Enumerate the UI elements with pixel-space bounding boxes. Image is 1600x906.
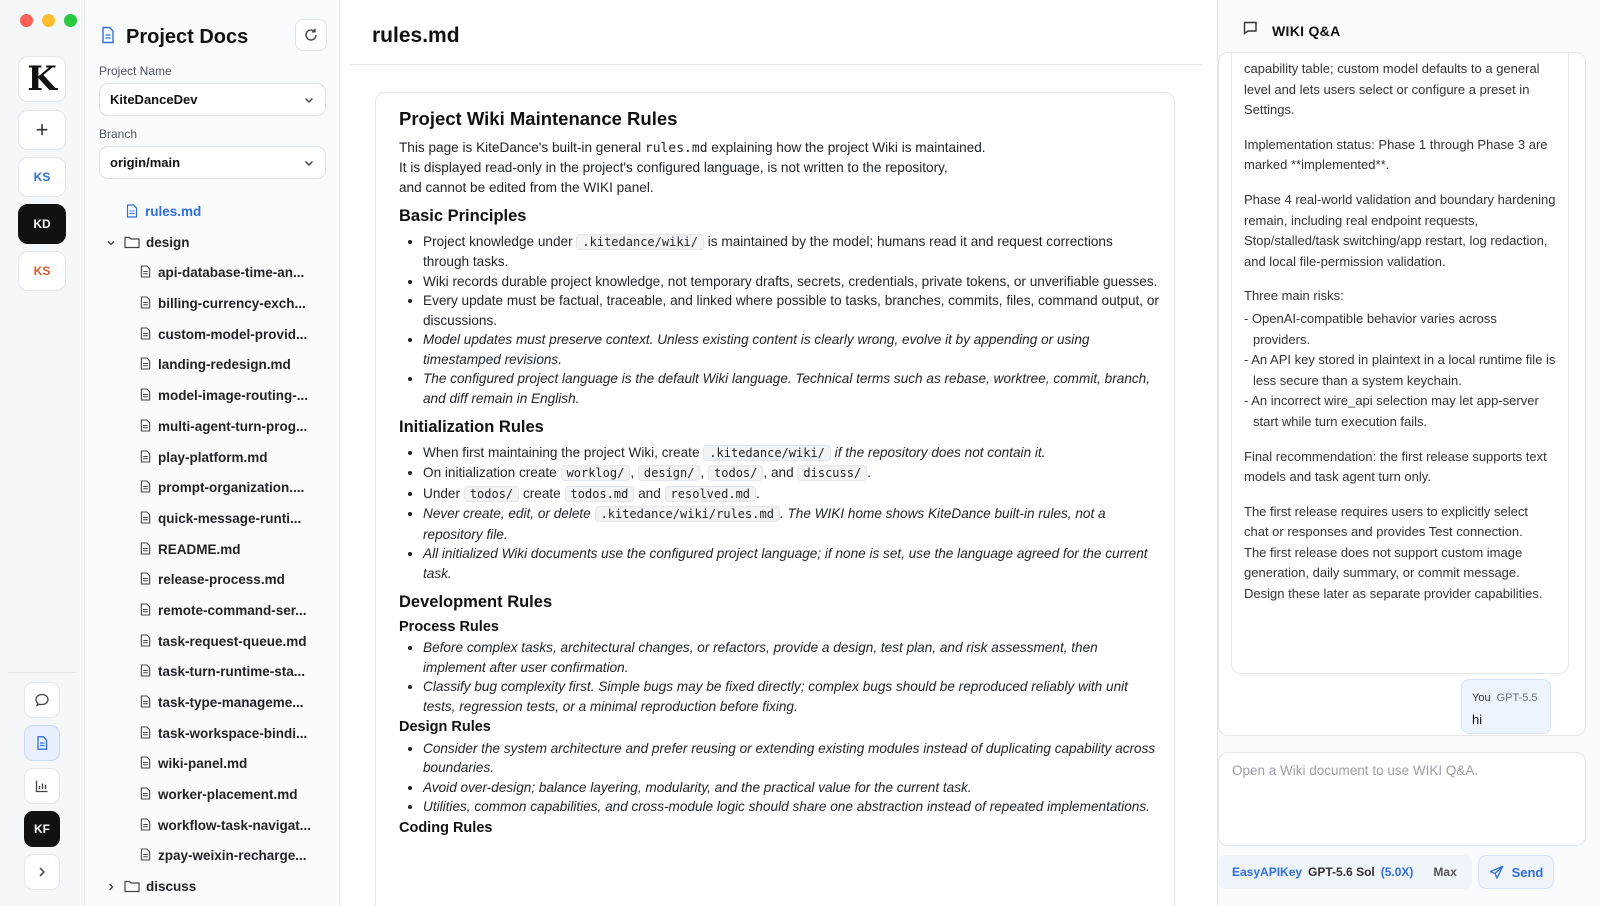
init-rules-list [423,443,1159,584]
tree-file-label: worker-placement.md [158,787,298,803]
file-icon [140,480,151,496]
tree-file[interactable] [86,595,340,626]
message-model: GPT-5.5 [1496,692,1538,704]
project-name-label: Project Name [99,64,172,78]
file-icon [140,756,151,772]
list-item: • Never create, edit, or delete .kitedance/wiki/rules.md . The WIKI home shows KiteDance built-in rules, not a repository file. [423,504,1159,544]
tree-file-label: multi-agent-turn-prog... [158,418,308,434]
tree-file-label: zpay-weixin-recharge... [158,848,307,864]
branch-label: Branch [99,127,138,141]
tree-file[interactable] [86,411,340,442]
document-view [341,0,1216,906]
tree-file-rules[interactable] [86,196,340,227]
tree-file[interactable] [86,349,340,380]
tree-file-label: task-type-manageme... [158,695,304,710]
tree-file-label: api-database-time-an... [158,265,305,281]
tree-file-label: play-platform.md [158,449,268,465]
title-divider [350,64,1202,65]
list-item: • Project knowledge under .kitedance/wiki/ is maintained by the model; humans read it and request corrections through tasks. [423,232,1159,272]
app-rail [0,0,85,906]
model-multiplier: (5.0X) [1380,865,1414,879]
tree-file-label: release-process.md [158,572,285,588]
basic-principles-list [423,232,1159,409]
answer-paragraph: Final recommendation: the first release supports text models and task agent turn only. [1244,448,1547,485]
subsection-heading-design: Design Rules [399,719,491,735]
tree-file-label: wiki-panel.md [158,756,248,772]
tree-file[interactable] [86,319,340,350]
tree-file-label: model-image-routing-... [158,388,308,404]
file-icon [140,664,151,680]
answer-list-item: - An incorrect wire_api selection may let app-server start while turn execution fails. [1244,393,1539,429]
answer-paragraph: The first release requires users to explicitly select chat or responses and provides Test connection. [1244,503,1528,540]
message-author: You [1472,692,1491,704]
chevron-down-icon [303,157,315,169]
subsection-heading-coding: Coding Rules [399,819,493,836]
tree-file[interactable] [86,257,340,288]
list-item: • All initialized Wiki documents use the configured project language; if none is set, use the language agreed for the current task. [423,544,1159,583]
file-icon [140,818,151,834]
project-select-value: KiteDanceDev [110,92,198,107]
file-icon [140,327,151,343]
file-tree [86,196,340,902]
tree-file[interactable] [86,503,340,534]
file-title: rules.md [372,24,460,47]
project-docs-sidebar [86,0,340,906]
tree-file[interactable] [86,442,340,473]
app-logo[interactable]: K [18,56,66,102]
tree-file[interactable] [86,534,340,565]
file-icon [140,848,151,864]
section-heading-basic: Basic Principles [399,207,527,225]
document-body [399,109,1159,839]
file-icon [140,634,151,650]
file-icon [140,603,151,619]
chevron-down-icon [303,94,315,106]
file-icon [140,511,151,527]
file-icon [140,265,151,281]
list-item: • The configured project language is the default Wiki language. Technical terms such as rebase, worktree, commit, branch, and diff remain in English. [423,369,1159,408]
tree-folder-label: discuss [146,879,197,895]
tree-file[interactable] [86,656,340,687]
list-item: • Under todos/ create todos.md and resolved.md . [423,484,1159,505]
tree-file[interactable] [86,779,340,810]
close-window-button[interactable] [20,14,33,27]
tree-file-label: landing-redesign.md [158,357,291,373]
tree-file[interactable] [86,748,340,779]
add-workspace-button[interactable]: + [18,110,66,150]
qa-input[interactable]: Open a Wiki document to use WIKI Q&A. [1218,752,1586,846]
workspace-kf[interactable]: KF [24,811,60,847]
answer-paragraph: The first release does not support custom image generation, daily summary, or commit message. Design these later as separate provider capabilities. [1244,544,1543,602]
file-icon [140,695,151,711]
document-card [375,92,1175,906]
tree-file-label: remote-command-ser... [158,602,307,618]
file-icon [140,572,151,588]
answer-list-item: - An API key stored in plaintext in a local runtime file is less secure than a system keychain. [1244,352,1556,388]
doc-intro: This page is KiteDance's built-in general rules.md explaining how the project Wiki is maintained. [399,139,986,156]
subsection-heading-process: Process Rules [399,618,499,635]
model-name: GPT-5.6 Sol [1308,865,1375,879]
answer-paragraph: Implementation status: Phase 1 through Phase 3 are marked **implemented**. [1244,136,1548,173]
chat-icon [1242,20,1258,41]
tree-file-label: task-request-queue.md [158,633,307,649]
section-heading-dev: Development Rules [399,593,553,611]
wiki-qa-panel [1217,0,1600,906]
chevron-right-icon[interactable] [24,854,60,890]
tree-file-label: task-turn-runtime-sta... [158,664,306,680]
qa-toolbar [1218,855,1586,889]
tree-file[interactable] [86,564,340,595]
docs-title: Project Docs [126,25,249,48]
answer-list-item: - OpenAI-compatible behavior varies across providers. [1244,310,1497,347]
file-icon [140,357,151,373]
tree-file[interactable] [86,718,340,749]
list-item: • Every update must be factual, traceable, and linked where possible to tasks, branches, commits, files, command output, or discussions. [423,291,1159,330]
tree-file-label: quick-message-runti... [158,510,302,526]
file-icon [126,204,138,221]
design-file-list [86,257,340,871]
qa-conversation[interactable] [1218,52,1586,736]
tree-folder-design[interactable] [86,227,340,258]
process-rules-list [423,638,1159,716]
doc-intro-line-3: and cannot be edited from the WIKI panel. [399,179,654,195]
file-icon [140,419,151,435]
list-item: • Before complex tasks, architectural changes, or refactors, provide a design, test plan, and risk assessment, then implement after user confirmation. [423,638,1159,677]
list-item: • Consider the system architecture and prefer reusing or extending existing modules instead of duplicating capability across boundaries. [423,739,1159,778]
tree-file[interactable] [86,626,340,657]
answer-paragraph: Three main risks: [1244,288,1344,304]
file-icon [140,726,151,742]
answer-paragraph: capability table; custom model defaults to a general level and lets users select or configure a preset in Settings. [1244,61,1540,118]
branch-select[interactable] [99,146,326,179]
workspace-ks-1[interactable]: KS [18,157,66,197]
minimize-window-button[interactable] [42,14,55,27]
user-message [1461,679,1551,734]
chart-icon[interactable] [24,768,60,804]
list-item: • Avoid over-design; balance layering, modularity, and the practical value for the current task. [423,778,1159,798]
workspace-kd[interactable]: KD [18,204,66,244]
tree-file-label: workflow-task-navigat... [158,817,312,833]
design-rules-list [423,739,1159,817]
refresh-icon [303,27,319,43]
list-item: • On initialization create worklog/ , design/ , todos/ , and discuss/ . [423,463,1159,484]
tree-file-label: custom-model-provid... [158,326,308,342]
file-icon [140,542,151,558]
send-label: Send [1511,864,1544,880]
api-key-label: EasyAPIKey [1232,865,1303,879]
rail-divider [8,672,76,673]
branch-select-value: origin/main [110,155,181,170]
tree-file[interactable] [86,810,340,841]
file-icon [140,787,151,803]
list-item: • Utilities, common capabilities, and cross-module logic should share one abstraction instead of repeated implementations. [423,797,1159,817]
folder-icon [124,235,140,252]
answer-paragraph: Phase 4 real-world validation and boundary hardening remain, including real endpoint requests, Stop/stalled/task switching/app restart, log redaction, and local file-permission validation. [1244,191,1556,269]
chat-icon[interactable] [24,682,60,718]
send-button[interactable] [1478,855,1554,889]
doc-heading: Project Wiki Maintenance Rules [399,108,678,129]
send-icon [1489,865,1504,880]
tree-file[interactable] [86,380,340,411]
tree-file[interactable] [86,288,340,319]
tree-file[interactable] [86,472,340,503]
list-item: • When first maintaining the project Wiki, create .kitedance/wiki/ if the repository does not contain it. [423,443,1159,464]
effort-level[interactable]: Max [1433,865,1457,879]
folder-icon [124,879,140,896]
chevron-down-icon[interactable] [106,236,116,251]
refresh-button[interactable] [295,19,327,51]
list-item: • Wiki records durable project knowledge, not temporary drafts, secrets, credentials, private tokens, or unverifiable guesses. [423,272,1159,292]
assistant-answer [1231,53,1569,674]
tree-file-label: task-workspace-bindi... [158,725,308,741]
tree-file-label: prompt-organization.... [158,480,305,496]
message-text: hi [1472,712,1483,727]
project-select[interactable] [99,83,326,116]
section-heading-init: Initialization Rules [399,418,544,436]
tree-file-label: README.md [158,541,241,557]
docs-icon[interactable] [24,725,60,761]
file-icon [140,296,151,312]
tree-folder-label: design [146,234,190,250]
doc-intro-line-2: It is displayed read-only in the project's configured language, is not written to the repository, [399,160,948,175]
file-icon [140,450,151,466]
tree-file-label: billing-currency-exch... [158,296,306,312]
list-item: • Model updates must preserve context. Unless existing content is clearly wrong, evolve it by appending or using timestamped revisions. [423,330,1159,369]
file-icon [140,388,151,404]
tree-file-label: rules.md [145,204,202,219]
tree-folder-discuss[interactable] [86,871,340,902]
document-icon [100,26,116,49]
tree-file[interactable] [86,687,340,718]
list-item: • Classify bug complexity first. Simple bugs may be fixed directly; complex bugs should be reproduced reliably with unit tests, regression tests, or a minimal reproduction before fixing. [423,677,1159,716]
chevron-right-icon[interactable] [106,880,116,895]
tree-file[interactable] [86,840,340,871]
model-selector[interactable] [1218,855,1472,889]
window-controls [20,14,77,27]
qa-title: WIKI Q&A [1272,22,1341,39]
zoom-window-button[interactable] [64,14,77,27]
workspace-ks-2[interactable]: KS [18,251,66,291]
